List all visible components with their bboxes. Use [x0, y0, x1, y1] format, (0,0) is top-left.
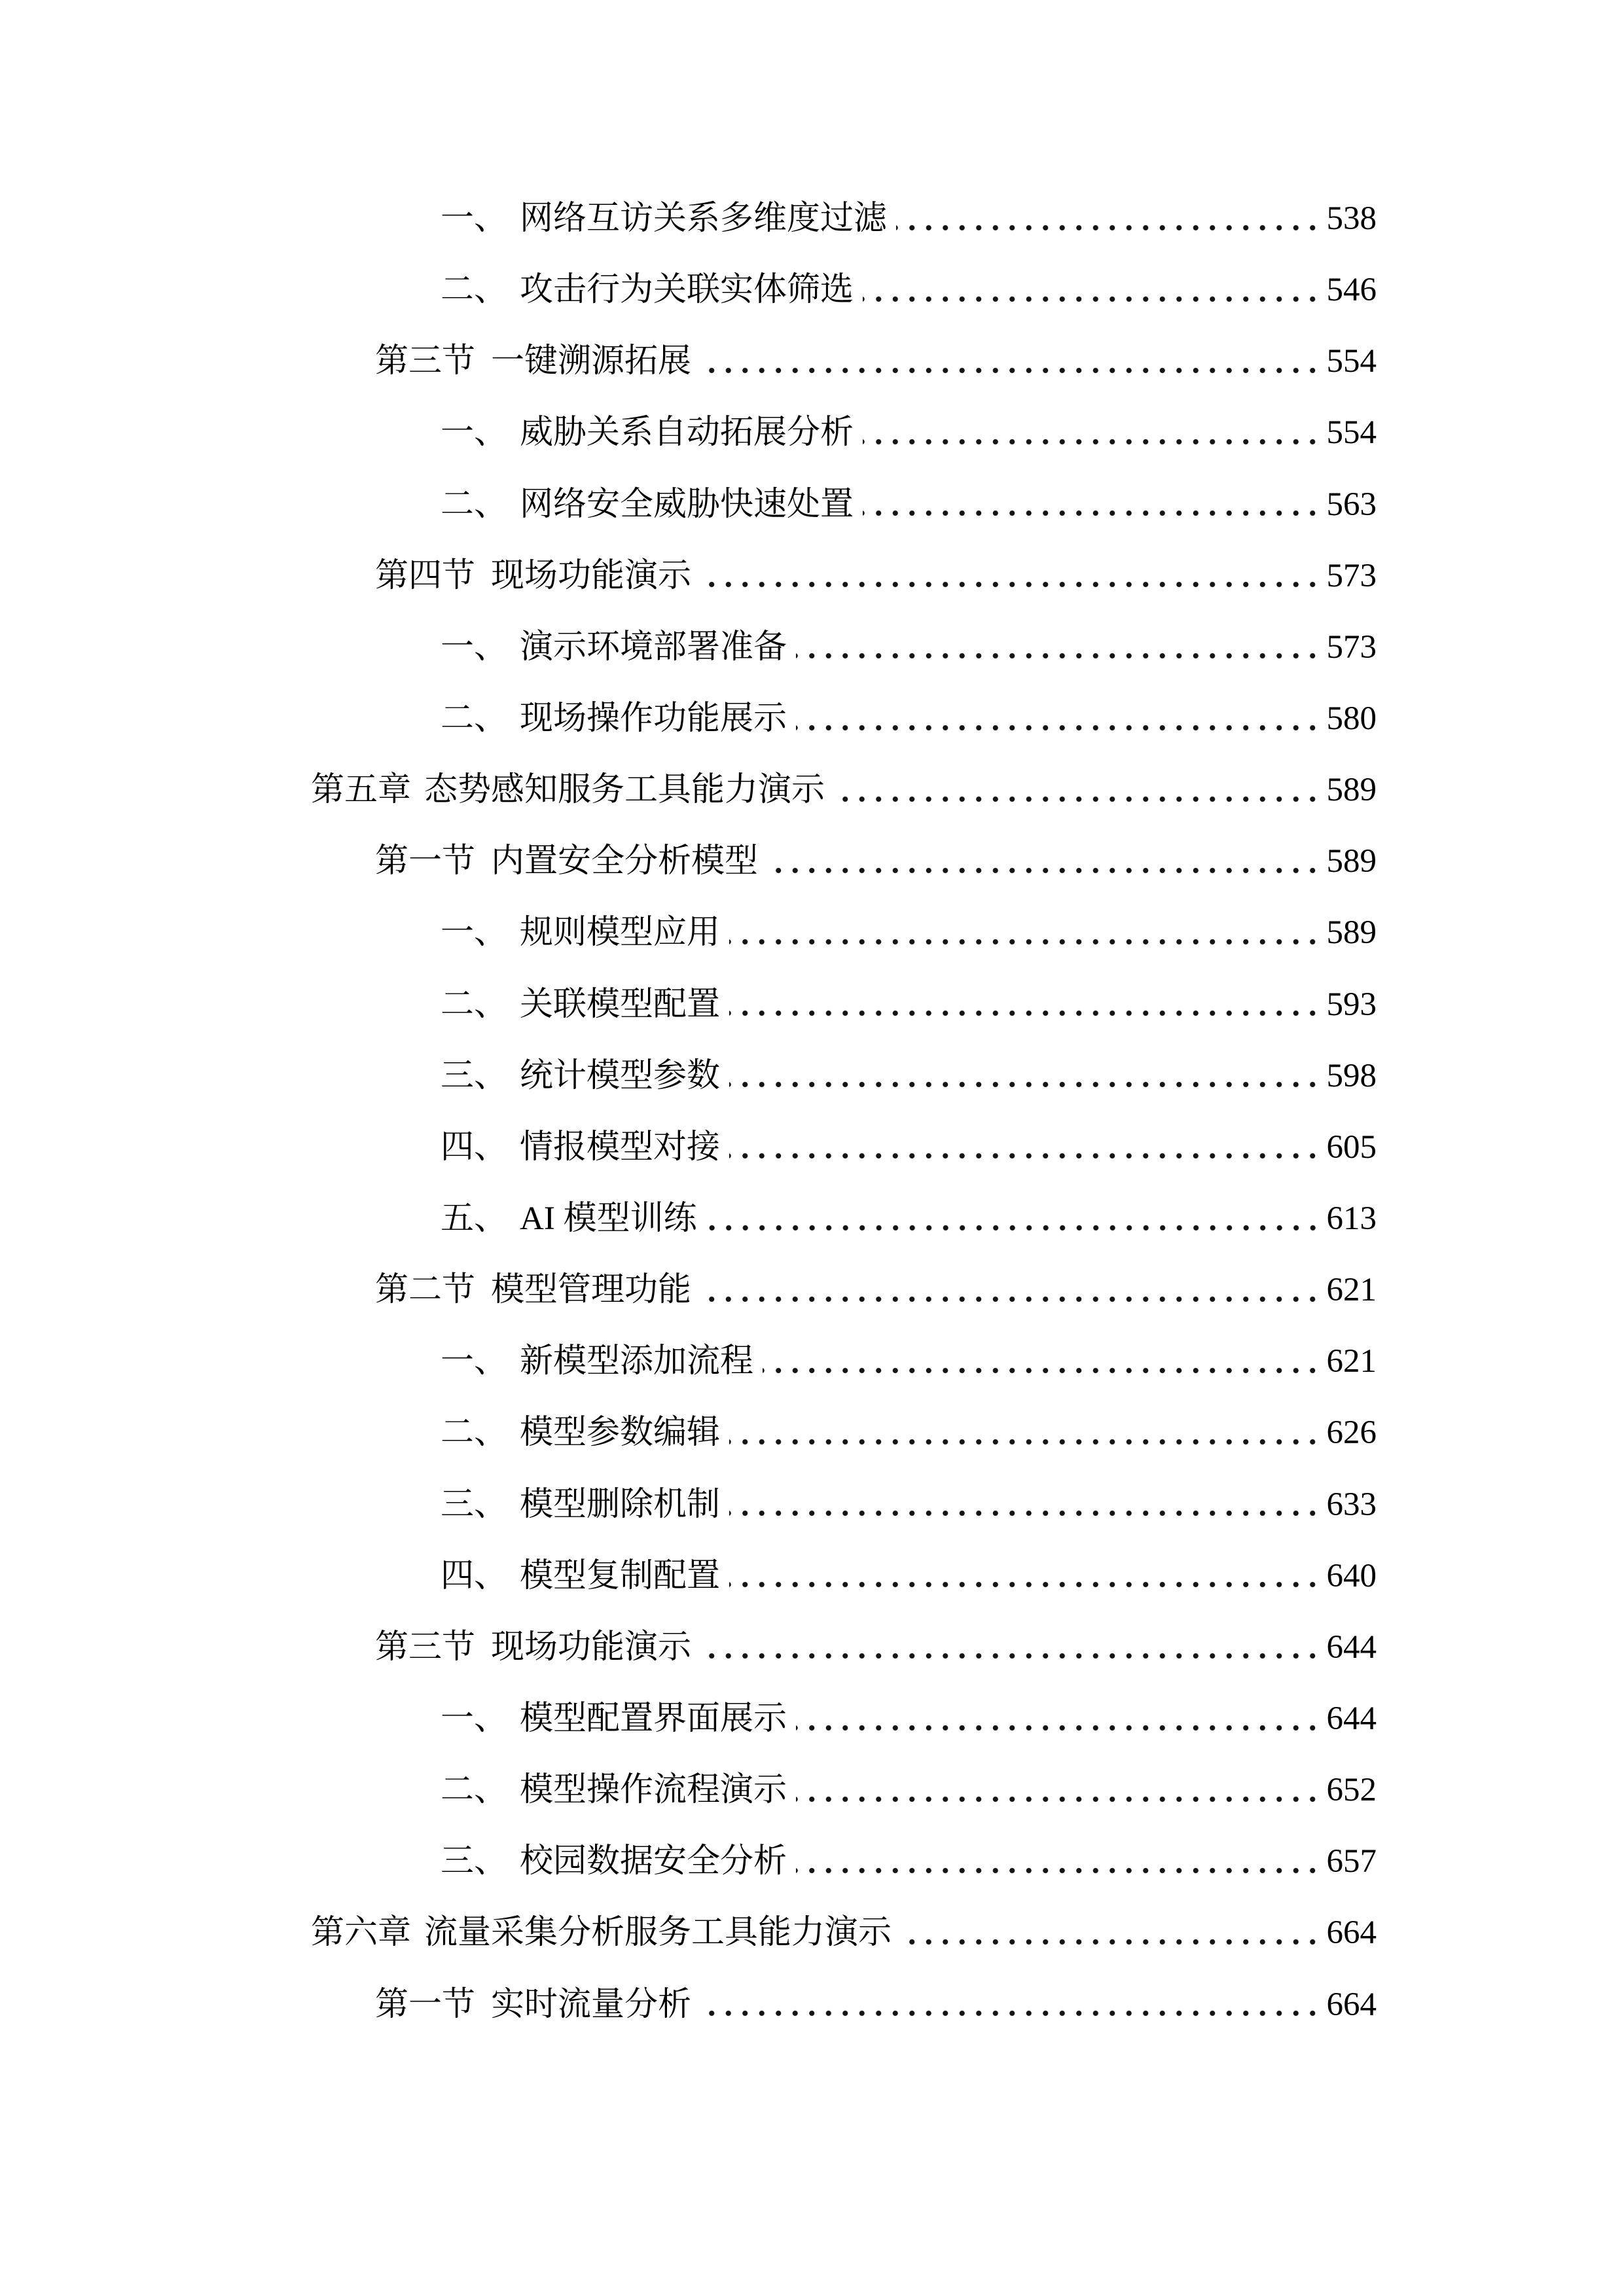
toc-entry-title: 威胁关系自动拓展分析	[520, 414, 854, 452]
toc-entry-title: 模型删除机制	[520, 1486, 721, 1523]
toc-entry[interactable]	[0, 1469, 1624, 1541]
toc-entry-title: 规则模型应用	[520, 914, 721, 952]
toc-entry[interactable]	[0, 1112, 1624, 1183]
toc-entry-title: 网络安全威胁快速处置	[520, 486, 854, 523]
toc-page-number: 580	[1326, 700, 1377, 738]
toc-entry[interactable]	[0, 255, 1624, 326]
toc-entry-title: 攻击行为关联实体筛选	[520, 272, 854, 309]
toc-page-number: 664	[1326, 1914, 1377, 1952]
toc-entry[interactable]	[0, 683, 1624, 755]
toc-dot-leader	[700, 581, 1321, 588]
toc-entry[interactable]	[0, 826, 1624, 897]
toc-page-number: 664	[1326, 1986, 1377, 2023]
toc-entry[interactable]	[0, 1826, 1624, 1897]
toc-entry[interactable]	[0, 1897, 1624, 1969]
toc-entry-title: 情报模型对接	[520, 1128, 721, 1166]
toc-dot-leader	[729, 1081, 1321, 1088]
toc-entry-title: 模型参数编辑	[520, 1414, 721, 1452]
toc-entry[interactable]	[0, 1541, 1624, 1612]
toc-entry-title: 新模型添加流程	[520, 1343, 754, 1380]
toc-entry-title: AI 模型训练	[520, 1200, 697, 1238]
toc-entry-number: 第三节	[375, 343, 476, 380]
toc-page-number: 633	[1326, 1486, 1377, 1523]
toc-page-number: 605	[1326, 1128, 1377, 1166]
toc-entry-number: 第五章	[311, 772, 412, 809]
toc-entry-number: 一、	[441, 628, 508, 666]
toc-entry-number: 一、	[441, 200, 508, 238]
toc-page-number: 644	[1326, 1628, 1377, 1666]
toc-entry-number: 二、	[441, 272, 508, 309]
toc-entry-title: 流量采集分析服务工具能力演示	[424, 1914, 892, 1952]
toc-page-number: 554	[1326, 414, 1377, 452]
toc-dot-leader	[729, 1438, 1321, 1446]
toc-page-number: 626	[1326, 1414, 1377, 1452]
toc-dot-leader	[796, 1724, 1321, 1732]
toc-entry-number: 四、	[441, 1557, 508, 1594]
toc-entry[interactable]	[0, 1397, 1624, 1469]
toc-entry-title: 现场操作功能展示	[520, 700, 787, 738]
toc-entry[interactable]	[0, 1183, 1624, 1255]
toc-entry-title: 校园数据安全分析	[520, 1843, 787, 1880]
toc-entry[interactable]	[0, 1255, 1624, 1326]
toc-page-number: 621	[1326, 1343, 1377, 1380]
toc-entry[interactable]	[0, 1755, 1624, 1826]
toc-list	[0, 183, 1624, 2041]
toc-entry[interactable]	[0, 1612, 1624, 1683]
toc-page-number: 573	[1326, 628, 1377, 666]
toc-entry-title: 一键溯源拓展	[491, 343, 692, 380]
toc-page-number: 613	[1326, 1200, 1377, 1238]
toc-entry[interactable]	[0, 1041, 1624, 1112]
toc-entry[interactable]	[0, 541, 1624, 612]
toc-page-number: 652	[1326, 1772, 1377, 1809]
toc-entry-title: 关联模型配置	[520, 986, 721, 1023]
toc-entry-number: 三、	[441, 1843, 508, 1880]
toc-entry[interactable]	[0, 897, 1624, 969]
toc-dot-leader	[729, 938, 1321, 946]
toc-entry-number: 一、	[441, 1343, 508, 1380]
toc-entry[interactable]	[0, 755, 1624, 826]
toc-entry[interactable]	[0, 612, 1624, 683]
toc-entry-number: 第二节	[375, 1272, 476, 1309]
toc-entry[interactable]	[0, 397, 1624, 469]
toc-dot-leader	[706, 1224, 1321, 1232]
toc-entry-number: 第三节	[375, 1628, 476, 1666]
toc-entry-number: 第一节	[375, 843, 476, 880]
toc-entry[interactable]	[0, 326, 1624, 397]
toc-entry-title: 现场功能演示	[491, 557, 692, 594]
toc-page-number: 546	[1326, 272, 1377, 309]
toc-entry-number: 三、	[441, 1486, 508, 1523]
toc-dot-leader	[729, 1509, 1321, 1517]
toc-entry-number: 一、	[441, 1700, 508, 1738]
toc-dot-leader	[700, 367, 1321, 374]
toc-page-number: 589	[1326, 772, 1377, 809]
toc-page-number: 644	[1326, 1700, 1377, 1738]
toc-entry-number: 四、	[441, 1128, 508, 1166]
toc-page-number: 589	[1326, 914, 1377, 952]
toc-entry-title: 演示环境部署准备	[520, 628, 787, 666]
toc-page-number: 640	[1326, 1557, 1377, 1594]
toc-entry[interactable]	[0, 1683, 1624, 1755]
toc-entry-number: 二、	[441, 486, 508, 523]
toc-entry[interactable]	[0, 469, 1624, 541]
toc-dot-leader	[729, 1152, 1321, 1160]
toc-page-number: 621	[1326, 1272, 1377, 1309]
toc-dot-leader	[700, 2009, 1321, 2017]
toc-dot-leader	[863, 295, 1321, 303]
toc-entry-number: 第四节	[375, 557, 476, 594]
toc-entry-number: 一、	[441, 414, 508, 452]
toc-entry-number: 二、	[441, 1414, 508, 1452]
toc-entry-number: 第一节	[375, 1986, 476, 2023]
toc-dot-leader	[763, 1367, 1321, 1374]
toc-entry-title: 实时流量分析	[491, 1986, 692, 2023]
toc-entry[interactable]	[0, 1969, 1624, 2041]
toc-entry-number: 五、	[441, 1200, 508, 1238]
toc-dot-leader	[796, 1795, 1321, 1803]
toc-page-number: 554	[1326, 343, 1377, 380]
toc-dot-leader	[700, 1295, 1321, 1303]
toc-page-number: 657	[1326, 1843, 1377, 1880]
toc-dot-leader	[834, 795, 1321, 803]
toc-dot-leader	[767, 867, 1321, 874]
toc-entry-number: 二、	[441, 1772, 508, 1809]
toc-entry-title: 统计模型参数	[520, 1057, 721, 1094]
toc-page-number: 538	[1326, 200, 1377, 238]
toc-entry-title: 态势感知服务工具能力演示	[424, 772, 825, 809]
toc-entry-title: 模型配置界面展示	[520, 1700, 787, 1738]
toc-entry[interactable]	[0, 183, 1624, 255]
toc-entry-number: 第六章	[311, 1914, 412, 1952]
toc-entry[interactable]	[0, 969, 1624, 1041]
toc-entry-number: 一、	[441, 914, 508, 952]
toc-page-number: 593	[1326, 986, 1377, 1023]
toc-page-number: 563	[1326, 486, 1377, 523]
toc-entry-title: 现场功能演示	[491, 1628, 692, 1666]
toc-dot-leader	[796, 724, 1321, 732]
toc-dot-leader	[729, 1581, 1321, 1588]
toc-dot-leader	[796, 652, 1321, 660]
toc-entry-number: 二、	[441, 700, 508, 738]
toc-entry-title: 模型操作流程演示	[520, 1772, 787, 1809]
toc-dot-leader	[796, 1867, 1321, 1874]
toc-page-number: 573	[1326, 557, 1377, 594]
toc-entry[interactable]	[0, 1326, 1624, 1397]
toc-dot-leader	[729, 1009, 1321, 1017]
toc-dot-leader	[896, 224, 1321, 232]
toc-dot-leader	[700, 1652, 1321, 1660]
toc-entry-number: 二、	[441, 986, 508, 1023]
toc-entry-title: 模型复制配置	[520, 1557, 721, 1594]
toc-page-number: 589	[1326, 843, 1377, 880]
toc-entry-title: 模型管理功能	[491, 1272, 692, 1309]
toc-page-number: 598	[1326, 1057, 1377, 1094]
toc-entry-title: 网络互访关系多维度过滤	[520, 200, 888, 238]
toc-dot-leader	[863, 438, 1321, 446]
toc-entry-title: 内置安全分析模型	[491, 843, 759, 880]
toc-dot-leader	[863, 509, 1321, 517]
toc-entry-number: 三、	[441, 1057, 508, 1094]
toc-dot-leader	[901, 1938, 1321, 1946]
